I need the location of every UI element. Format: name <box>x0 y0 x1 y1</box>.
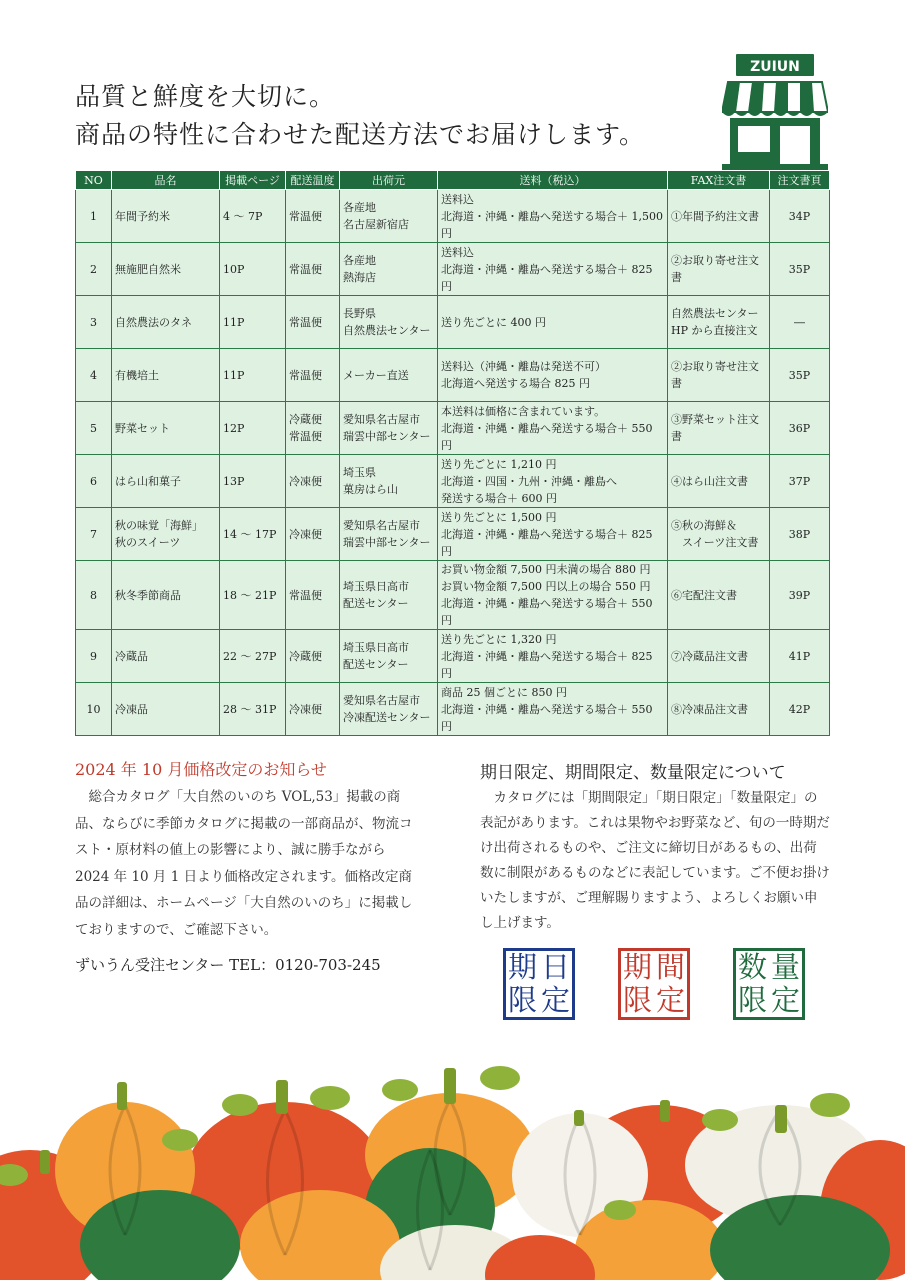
cell-fax: ③野菜セット注文書 <box>668 402 770 455</box>
cell-order-page: 39P <box>770 561 830 630</box>
cell-fax: ②お取り寄せ注文書 <box>668 243 770 296</box>
cell-fax: 自然農法センター HP から直接注文 <box>668 296 770 349</box>
header-item: 品名 <box>112 171 220 190</box>
cell-temp: 常温便 <box>286 349 340 402</box>
table-row <box>76 296 830 349</box>
cell-order-page: 42P <box>770 683 830 736</box>
stamp-char: 限 <box>507 983 537 1017</box>
cell-no: 10 <box>76 683 112 736</box>
cell-item: 秋冬季節商品 <box>112 561 220 630</box>
shop-icon <box>722 52 828 170</box>
cell-fax: ②お取り寄せ注文書 <box>668 349 770 402</box>
cell-item: 年間予約米 <box>112 190 220 243</box>
table-row <box>76 561 830 630</box>
cell-temp: 常温便 <box>286 561 340 630</box>
cell-fax: ⑤秋の海鮮＆ スイーツ注文書 <box>668 508 770 561</box>
cell-item: 野菜セット <box>112 402 220 455</box>
cell-shipping: 送料込（沖縄・離島は発送不可） 北海道へ発送する場合 825 円 <box>438 349 668 402</box>
limits-title: 期日限定、期間限定、数量限定について <box>480 763 786 783</box>
cell-fax: ⑥宅配注文書 <box>668 561 770 630</box>
cell-no: 8 <box>76 561 112 630</box>
cell-order-page: 37P <box>770 455 830 508</box>
cell-no: 3 <box>76 296 112 349</box>
cell-order-page: 35P <box>770 349 830 402</box>
cell-page: 10P <box>220 243 286 296</box>
cell-fax: ⑧冷凍品注文書 <box>668 683 770 736</box>
header-page: 掲載ページ <box>220 171 286 190</box>
stamp-kikan-gentei <box>618 948 690 1020</box>
cell-item: 冷蔵品 <box>112 630 220 683</box>
cell-shipping: 送り先ごとに 1,500 円 北海道・沖縄・離島へ発送する場合＋ 825 円 <box>438 508 668 561</box>
pumpkin-illustration <box>0 1060 905 1280</box>
cell-order-page: ― <box>770 296 830 349</box>
header-fax: FAX注文書 <box>668 171 770 190</box>
notice-title: 2024 年 10 月価格改定のお知らせ <box>75 760 327 779</box>
cell-origin: 埼玉県 菓房はら山 <box>340 455 438 508</box>
table-row <box>76 349 830 402</box>
cell-no: 9 <box>76 630 112 683</box>
stamp-char: 数 <box>737 950 767 984</box>
cell-no: 6 <box>76 455 112 508</box>
cell-temp: 冷蔵便 <box>286 630 340 683</box>
stamp-char: 量 <box>770 950 800 984</box>
stamp-char: 日 <box>540 950 570 984</box>
headline <box>75 78 645 154</box>
cell-page: 11P <box>220 349 286 402</box>
cell-shipping: 送り先ごとに 400 円 <box>438 296 668 349</box>
cell-temp: 冷凍便 <box>286 455 340 508</box>
table-row <box>76 455 830 508</box>
header-origin: 出荷元 <box>340 171 438 190</box>
table-header-row <box>76 171 830 190</box>
order-center-tel: ずいうん受注センター TEL：0120-703-245 <box>75 956 381 974</box>
cell-fax: ①年間予約注文書 <box>668 190 770 243</box>
cell-temp: 冷凍便 <box>286 508 340 561</box>
cell-page: 14 ～ 17P <box>220 508 286 561</box>
cell-item: はら山和菓子 <box>112 455 220 508</box>
cell-shipping: 送り先ごとに 1,210 円 北海道・四国・九州・沖縄・離島へ 発送する場合＋ 600 円 <box>438 455 668 508</box>
header-shipping: 送料（税込） <box>438 171 668 190</box>
headline-line-1: 品質と鮮度を大切に。 <box>75 82 336 111</box>
shop-sign-text: ZUIUN <box>750 59 800 75</box>
cell-origin: 愛知県名古屋市 瑞雲中部センター <box>340 508 438 561</box>
cell-shipping: 送料込 北海道・沖縄・離島へ発送する場合＋ 1,500 円 <box>438 190 668 243</box>
cell-fax: ④はら山注文書 <box>668 455 770 508</box>
stamp-char: 限 <box>622 983 652 1017</box>
stamp-char: 限 <box>737 983 767 1017</box>
cell-temp: 常温便 <box>286 190 340 243</box>
cell-order-page: 35P <box>770 243 830 296</box>
cell-order-page: 34P <box>770 190 830 243</box>
table-row <box>76 190 830 243</box>
cell-temp: 常温便 <box>286 243 340 296</box>
stamp-char: 定 <box>655 983 685 1017</box>
cell-shipping: 本送料は価格に含まれています。 北海道・沖縄・離島へ発送する場合＋ 550 円 <box>438 402 668 455</box>
cell-origin: 愛知県名古屋市 瑞雲中部センター <box>340 402 438 455</box>
table-row <box>76 630 830 683</box>
stamp-char: 期 <box>507 950 537 984</box>
cell-temp: 常温便 <box>286 296 340 349</box>
cell-page: 4 ～ 7P <box>220 190 286 243</box>
cell-shipping: 送料込 北海道・沖縄・離島へ発送する場合＋ 825 円 <box>438 243 668 296</box>
cell-page: 11P <box>220 296 286 349</box>
cell-item: 冷凍品 <box>112 683 220 736</box>
cell-origin: 埼玉県日高市 配送センター <box>340 561 438 630</box>
cell-item: 自然農法のタネ <box>112 296 220 349</box>
cell-no: 4 <box>76 349 112 402</box>
cell-order-page: 38P <box>770 508 830 561</box>
stamp-char: 期 <box>622 950 652 984</box>
cell-origin: 各産地 名古屋新宿店 <box>340 190 438 243</box>
shipping-table <box>75 170 830 736</box>
table-row <box>76 508 830 561</box>
cell-origin: 長野県 自然農法センター <box>340 296 438 349</box>
table-row <box>76 683 830 736</box>
cell-origin: 埼玉県日高市 配送センター <box>340 630 438 683</box>
cell-order-page: 41P <box>770 630 830 683</box>
cell-order-page: 36P <box>770 402 830 455</box>
cell-page: 12P <box>220 402 286 455</box>
stamp-char: 定 <box>540 983 570 1017</box>
stamp-char: 定 <box>770 983 800 1017</box>
cell-origin: メーカー直送 <box>340 349 438 402</box>
stamp-char: 間 <box>655 950 685 984</box>
cell-page: 28 ～ 31P <box>220 683 286 736</box>
cell-no: 7 <box>76 508 112 561</box>
table-row <box>76 243 830 296</box>
cell-no: 1 <box>76 190 112 243</box>
cell-shipping: 送り先ごとに 1,320 円 北海道・沖縄・離島へ発送する場合＋ 825 円 <box>438 630 668 683</box>
stamp-kijitsu-gentei <box>503 948 575 1020</box>
limits-body: カタログには「期間限定」「期日限定」「数量限定」の表記があります。これは果物やお野菜など、旬の一時期だけ出荷されるものや、ご注文に締切日があるもの、出荷数に制限があるものなどに表記しています。ご不便お掛けいたしますが、ご理解賜りますよう、よろしくお願い申し上げます。 <box>480 790 830 931</box>
stamp-suuryou-gentei <box>733 948 805 1020</box>
cell-no: 5 <box>76 402 112 455</box>
table-row <box>76 402 830 455</box>
cell-shipping: 商品 25 個ごとに 850 円 北海道・沖縄・離島へ発送する場合＋ 550 円 <box>438 683 668 736</box>
notice-body: 総合カタログ「大自然のいのち VOL,53」掲載の商品、ならびに季節カタログに掲載の一部商品が、物流コスト・原材料の値上の影響により、誠に勝手ながら 2024 年 10 月 1 日より価格改定されます。価格改定商品の詳細は、ホームページ「大自然のいのち」に掲載しておりますので、ご確認下さい。 <box>75 789 413 938</box>
cell-item: 有機培土 <box>112 349 220 402</box>
cell-origin: 愛知県名古屋市 冷凍配送センター <box>340 683 438 736</box>
cell-page: 13P <box>220 455 286 508</box>
header-temp: 配送温度 <box>286 171 340 190</box>
cell-fax: ⑦冷蔵品注文書 <box>668 630 770 683</box>
cell-page: 18 ～ 21P <box>220 561 286 630</box>
cell-temp: 冷凍便 <box>286 683 340 736</box>
cell-origin: 各産地 熱海店 <box>340 243 438 296</box>
cell-item: 無施肥自然米 <box>112 243 220 296</box>
header-no: NO <box>76 171 112 190</box>
cell-item: 秋の味覚「海鮮」 秋のスイーツ <box>112 508 220 561</box>
headline-line-2: 商品の特性に合わせた配送方法でお届けします。 <box>75 120 646 149</box>
cell-page: 22 ～ 27P <box>220 630 286 683</box>
header-order-page: 注文書頁 <box>770 171 830 190</box>
cell-no: 2 <box>76 243 112 296</box>
cell-shipping: お買い物金額 7,500 円未満の場合 880 円 お買い物金額 7,500 円以上の場合 550 円 北海道・沖縄・離島へ発送する場合＋ 550 円 <box>438 561 668 630</box>
cell-temp: 冷蔵便 常温便 <box>286 402 340 455</box>
